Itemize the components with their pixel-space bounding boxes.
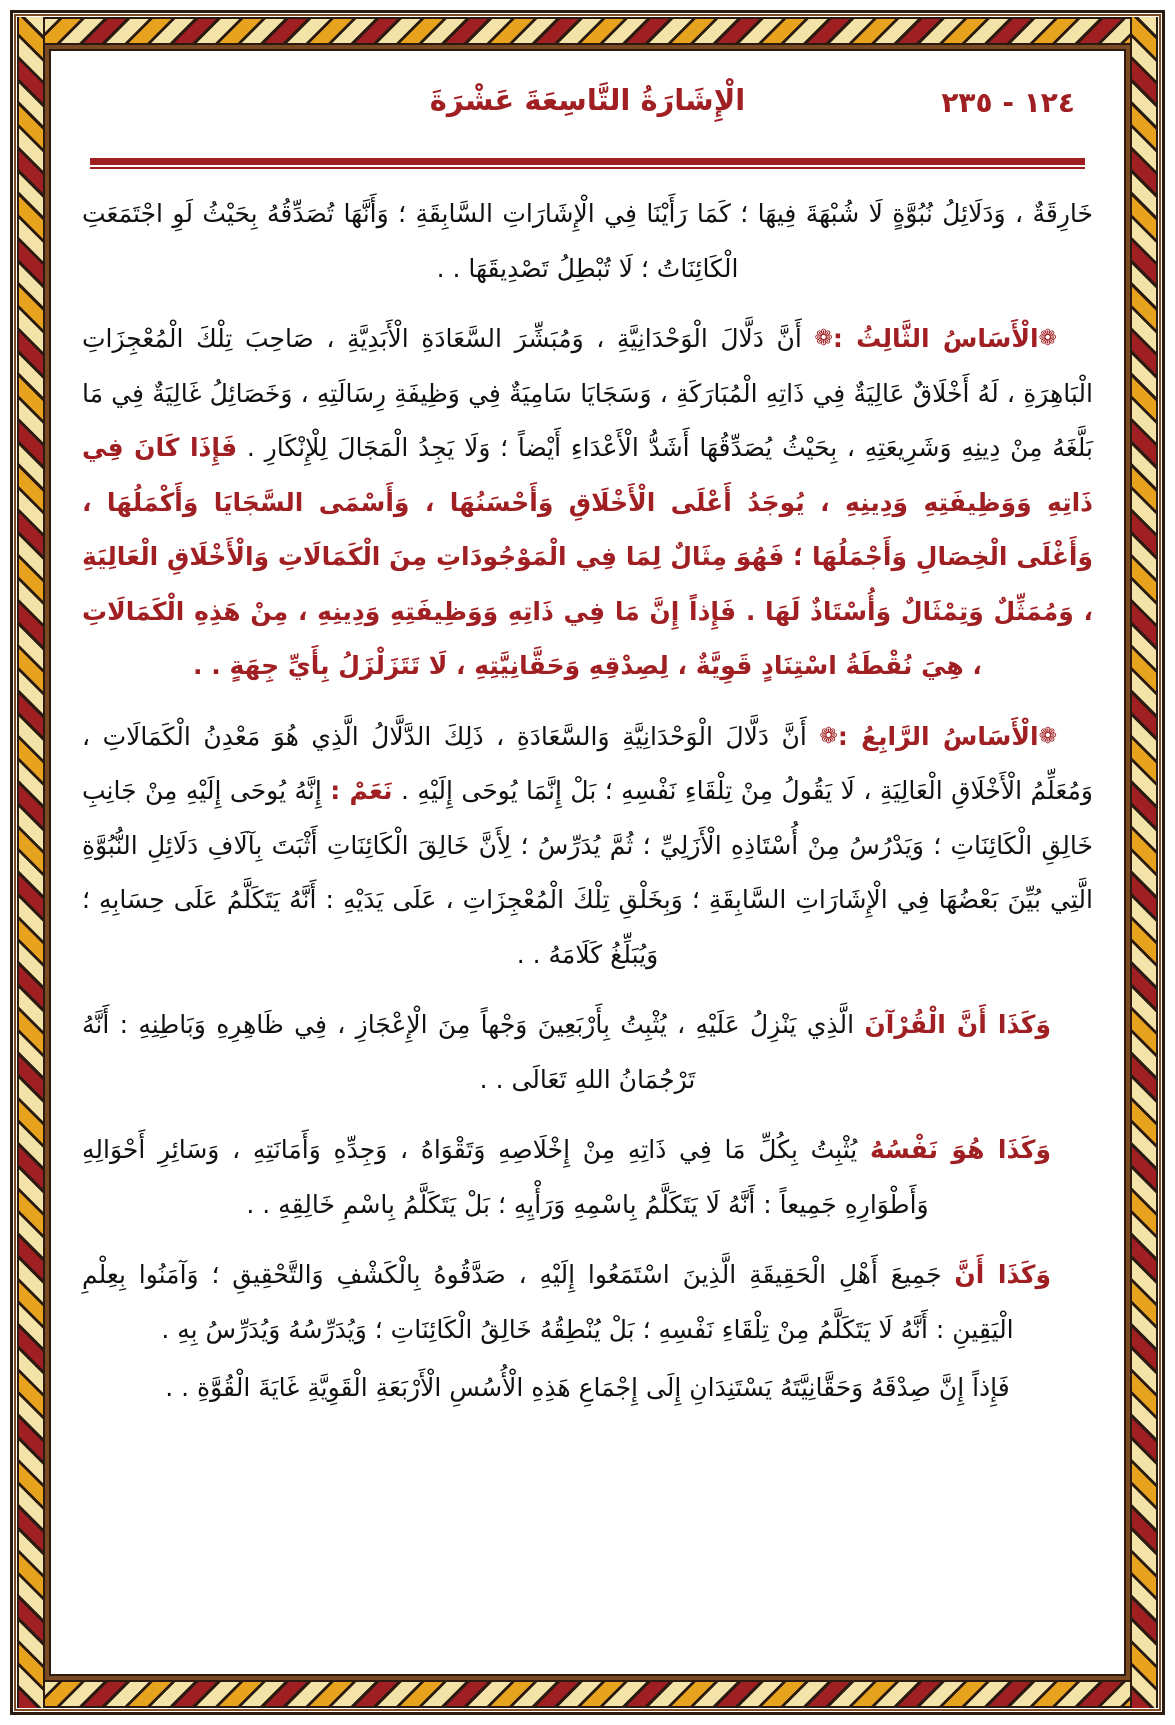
paragraph-5: [82, 1123, 1093, 1232]
braid-ornament-bottom: [17, 1680, 1158, 1708]
braid-ornament-left: [17, 17, 45, 1708]
page-title: الْإِشَارَةُ التَّاسِعَةَ عَشْرَةَ: [429, 83, 746, 117]
flower-ornament-icon-right-2: ❁: [1038, 723, 1057, 749]
paragraph-4: [82, 998, 1093, 1107]
paragraph-6: [82, 1248, 1093, 1357]
paragraph-6-red-lead: وَكَذَا أَنَّ: [954, 1260, 1052, 1289]
paragraph-1-text: خَارِقَةٌ ، وَدَلَائِلُ نُبُوَّةٍ لَا شُبْهَةَ فِيهَا ؛ كَمَا رَأَيْنَا فِي الْإِشَارَاتِ السَّابِقَةِ ؛ وَأَنَّهَا تُصَدِّقُهُ بِحَيْثُ لَوِ اجْتَمَعَتِ الْكَائِنَاتُ ؛ لَا تُبْطِلُ تَصْدِيقَهَا . .: [82, 199, 1093, 283]
paragraph-3-black-text-1: أَنَّ دَلَّالَ الْوَحْدَانِيَّةِ وَالسَّعَادَةِ ، ذَلِكَ الدَّلَّالُ الَّذِي هُوَ مَعْدِنُ الْكَمَالَاتِ ، وَمُعَلِّمُ الْأَخْلَاقِ الْعَالِيَةِ ، لَا يَقُولُ مِنْ تِلْقَاءِ نَفْسِهِ ؛ بَلْ إِنَّمَا يُوحَى إِلَيْهِ .: [82, 721, 1093, 805]
inline-emphasis-naam: نَعَمْ :: [330, 776, 393, 805]
braid-ornament-top: [17, 17, 1158, 45]
paragraph-4-red-lead: وَكَذَا أَنَّ الْقُرْآنَ: [864, 1010, 1051, 1039]
header-divider: [90, 158, 1085, 169]
paragraph-5-red-lead: وَكَذَا هُوَ نَفْسُهُ: [869, 1135, 1051, 1164]
paragraph-4-black-text: الَّذِي يَنْزِلُ عَلَيْهِ ، يُثْبِتُ بِأَرْبَعِينَ وَجْهاً مِنَ الْإِعْجَازِ ، فِي ظَاهِرِهِ وَبَاطِنِهِ : أَنَّهُ تَرْجُمَانُ اللهِ تَعَالَى . .: [82, 1010, 855, 1094]
flower-ornament-icon-left: ❁: [814, 326, 833, 351]
paragraph-7: [82, 1361, 1093, 1416]
section-heading-fourth-foundation: الْأَسَاسُ الرَّابِعُ :: [837, 721, 1039, 751]
page-header: [82, 76, 1093, 154]
paragraph-6-black-text: جَمِيعَ أَهْلِ الْحَقِيقَةِ الَّذِينَ اسْتَمَعُوا إِلَيْهِ ، صَدَّقُوهُ بِالْكَشْفِ وَالتَّحْقِيقِ ؛ وَآمَنُوا بِعِلْمِ الْيَقِينِ : أَنَّهُ لَا يَتَكَلَّمُ مِنْ تِلْقَاءِ نَفْسِهِ ؛ بَلْ يُنْطِقُهُ خَالِقُ الْكَائِنَاتِ ؛ وَيُدَرِّسُهُ وَيُدَرِّسُ بِهِ .: [82, 1260, 1014, 1344]
braid-ornament-right: [1130, 17, 1158, 1708]
section-heading-third-foundation: الْأَسَاسُ الثَّالِثُ :: [832, 324, 1039, 353]
paragraph-2-red-text: فَإِذَا كَانَ فِي ذَاتِهِ وَوَظِيفَتِهِ وَدِينِهِ ، يُوجَدُ أَعْلَى الْأَخْلَاقِ وَأَحْسَنُهَا ، وَأَسْمَى السَّجَايَا وَأَكْمَلُهَا ، وَأَغْلَى الْخِصَالِ وَأَجْمَلُهَا ؛ فَهُوَ مِثَالٌ لِمَا فِي الْمَوْجُودَاتِ مِنَ الْكَمَالَاتِ وَالْأَخْلَاقِ الْعَالِيَةِ ، وَمُمَثِّلٌ وَتِمْثَالٌ وَأُسْتَاذٌ لَهَا . فَإِذاً إِنَّ مَا فِي ذَاتِهِ وَوَظِيفَتِهِ وَدِينِهِ ، مِنْ هَذِهِ الْكَمَالَاتِ ، هِيَ نُقْطَةُ اسْتِنَادٍ قَوِيَّةٌ ، لِصِدْقِهِ وَحَقَّانِيَّتِهِ ، لَا تَتَزَلْزَلُ بِأَيِّ جِهَةٍ . .: [82, 433, 1093, 680]
header-divider-thin: [90, 167, 1085, 169]
paragraph-3-black-text-2: إِنَّهُ يُوحَى إِلَيْهِ مِنْ جَانِبِ خَالِقِ الْكَائِنَاتِ ؛ وَيَدْرُسُ مِنْ أُسْتَاذِهِ الْأَزَلِيِّ ؛ ثُمَّ يُدَرِّسُ ؛ لِأَنَّ خَالِقَ الْكَائِنَاتِ أَثْبَتَ بِآلَافِ دَلَائِلِ النُّبُوَّةِ الَّتِي بُيِّنَ بَعْضُهَا فِي الْإِشَارَاتِ السَّابِقَةِ ؛ وَبِخَلْقِ تِلْكَ الْمُعْجِزَاتِ ، عَلَى يَدَيْهِ : أَنَّهُ يَتَكَلَّمُ عَلَى حِسَابِهِ ؛ وَيُبَلِّغُ كَلَامَهُ . .: [82, 776, 1093, 969]
page-content: [52, 52, 1123, 1673]
flower-ornament-icon-left-2: ❁: [819, 723, 838, 749]
paragraph-2-black-text: أَنَّ دَلَّالَ الْوَحْدَانِيَّةِ ، وَمُبَشِّرَ السَّعَادَةِ الْأَبَدِيَّةِ ، صَاحِبَ تِلْكَ الْمُعْجِزَاتِ الْبَاهِرَةِ ، لَهُ أَخْلَاقٌ عَالِيَةٌ فِي ذَاتِهِ الْمُبَارَكَةِ ، وَسَجَايَا سَامِيَةٌ فِي وَظِيفَةِ رِسَالَتِهِ ، وَخَصَائِلُ غَالِيَةٌ فِي مَا بَلَّغَهُ مِنْ دِينِهِ وَشَرِيعَتِهِ ، بِحَيْثُ يُصَدِّقُهَا أَشَدُّ الْأَعْدَاءِ أَيْضاً ؛ وَلَا يَجِدُ الْمَجَالَ لِلْإِنْكَارِ .: [82, 324, 1094, 462]
paragraph-7-text: فَإِذاً إِنَّ صِدْقَهُ وَحَقَّانِيَّتَهُ يَسْتَنِدَانِ إِلَى إِجْمَاعِ هَذِهِ الْأُسُسِ الْأَرْبَعَةِ الْقَوِيَّةِ غَايَةَ الْقُوَّةِ . .: [165, 1373, 1010, 1402]
paragraph-5-black-text: يُثْبِتُ بِكُلِّ مَا فِي ذَاتِهِ مِنْ إِخْلَاصِهِ وَتَقْوَاهُ ، وَجِدِّهِ وَأَمَانَتِهِ ، وَسَائِرِ أَحْوَالِهِ وَأَطْوَارِهِ جَمِيعاً : أَنَّهُ لَا يَتَكَلَّمُ بِاسْمِهِ وَرَأْيِهِ ؛ بَلْ يَتَكَلَّمُ بِاسْمِ خَالِقِهِ . .: [82, 1135, 929, 1219]
page-number-range: ١٢٤ - ٢٣٥: [941, 86, 1075, 119]
header-divider-thick: [90, 158, 1085, 165]
paragraph-1: [82, 187, 1093, 296]
paragraph-2: [82, 312, 1093, 694]
body-text: [82, 187, 1093, 1416]
paragraph-3: [82, 710, 1093, 983]
flower-ornament-icon-right: ❁: [1038, 326, 1057, 351]
